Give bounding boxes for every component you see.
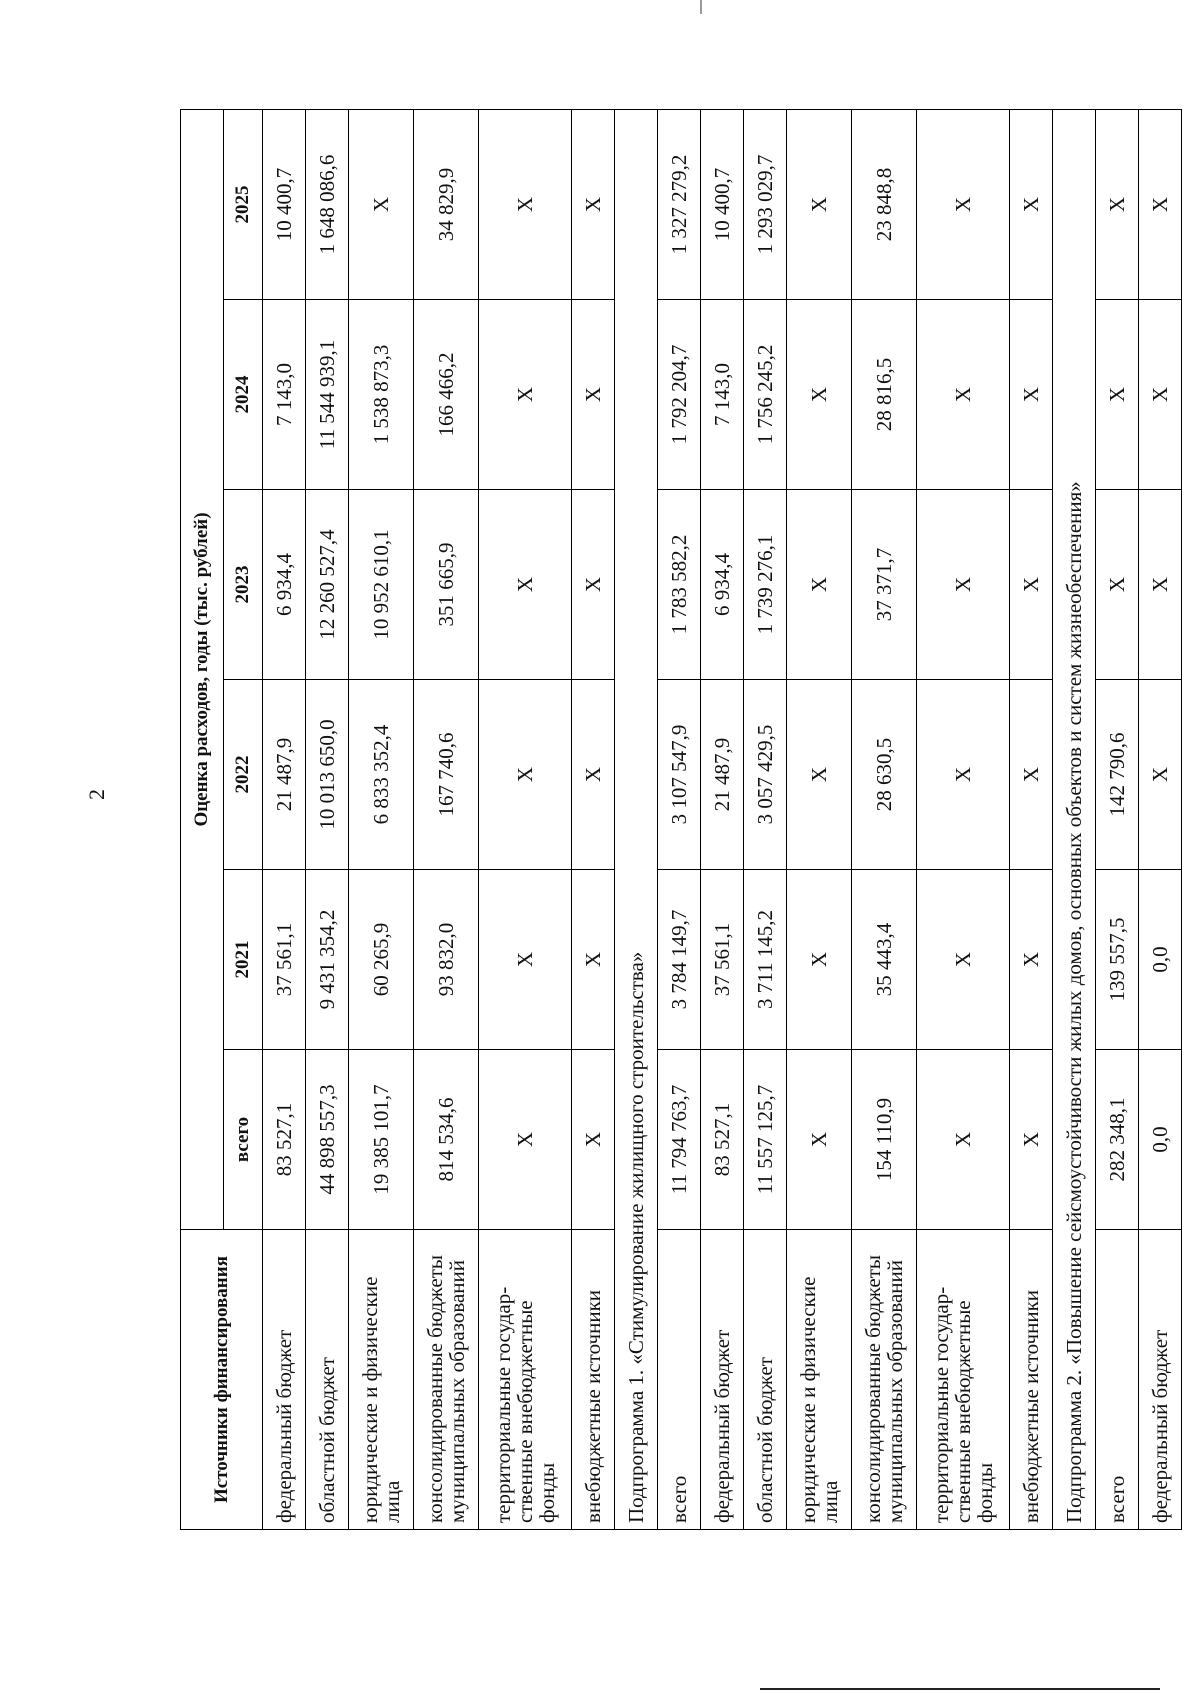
- value-cell: Х: [1096, 110, 1139, 300]
- value-cell: 1 538 873,3: [349, 300, 414, 490]
- value-cell: 6 833 352,4: [349, 680, 414, 870]
- value-cell: Х: [1010, 1050, 1053, 1230]
- value-cell: Х: [1010, 300, 1053, 490]
- value-cell: 1 739 276,1: [744, 490, 787, 680]
- value-cell: 0,0: [1139, 870, 1182, 1050]
- table-row: [701, 110, 744, 1530]
- value-cell: Х: [479, 110, 572, 300]
- table-row: [787, 110, 852, 1530]
- section-row: [615, 110, 658, 1530]
- value-cell: Х: [572, 680, 615, 870]
- value-cell: Х: [572, 110, 615, 300]
- value-cell: 6 934,4: [701, 490, 744, 680]
- value-cell: Х: [572, 870, 615, 1050]
- year-header-2023: 2023: [224, 490, 263, 680]
- value-cell: 1 327 279,2: [658, 110, 701, 300]
- value-cell: 11 794 763,7: [658, 1050, 701, 1230]
- value-cell: Х: [1139, 680, 1182, 870]
- value-cell: 10 952 610,1: [349, 490, 414, 680]
- value-cell: Х: [1010, 680, 1053, 870]
- value-cell: 7 143,0: [701, 300, 744, 490]
- value-cell: Х: [917, 300, 1010, 490]
- table-row: [917, 110, 1010, 1530]
- value-cell: 93 832,0: [414, 870, 479, 1050]
- value-cell: Х: [572, 490, 615, 680]
- source-label: федеральный бюджет: [701, 1230, 744, 1530]
- value-cell: 21 487,9: [263, 680, 306, 870]
- value-cell: Х: [1010, 110, 1053, 300]
- value-cell: 9 431 354,2: [306, 870, 349, 1050]
- table-row: [263, 110, 306, 1530]
- source-label: внебюджетные источники: [572, 1230, 615, 1530]
- table-row: [852, 110, 917, 1530]
- financing-table: [180, 109, 1182, 1530]
- value-cell: 19 385 101,7: [349, 1050, 414, 1230]
- value-cell: 37 561,1: [263, 870, 306, 1050]
- value-cell: 1 756 245,2: [744, 300, 787, 490]
- source-label: всего: [658, 1230, 701, 1530]
- source-label: консолидированные бюджеты муниципальных образований: [852, 1230, 917, 1530]
- year-header-total: всего: [224, 1050, 263, 1230]
- table-row: [1010, 110, 1053, 1530]
- table-row: [572, 110, 615, 1530]
- value-cell: 166 466,2: [414, 300, 479, 490]
- value-cell: Х: [787, 1050, 852, 1230]
- value-cell: 83 527,1: [701, 1050, 744, 1230]
- table-row: [414, 110, 479, 1530]
- value-cell: 1 792 204,7: [658, 300, 701, 490]
- year-header-2025: 2025: [224, 110, 263, 300]
- value-cell: 1 648 086,6: [306, 110, 349, 300]
- table-row: [744, 110, 787, 1530]
- value-cell: 1 783 582,2: [658, 490, 701, 680]
- value-cell: 351 665,9: [414, 490, 479, 680]
- value-cell: Х: [479, 300, 572, 490]
- value-cell: Х: [917, 680, 1010, 870]
- table-row: [658, 110, 701, 1530]
- financing-table-wrapper: [180, 110, 1172, 1530]
- value-cell: Х: [917, 110, 1010, 300]
- source-label: внебюджетные источники: [1010, 1230, 1053, 1530]
- value-cell: Х: [917, 490, 1010, 680]
- value-cell: 37 561,1: [701, 870, 744, 1050]
- source-label: федеральный бюджет: [1139, 1230, 1182, 1530]
- value-cell: 44 898 557,3: [306, 1050, 349, 1230]
- source-label: областной бюджет: [744, 1230, 787, 1530]
- source-label: всего: [1096, 1230, 1139, 1530]
- scan-line-top: [700, 0, 702, 14]
- value-cell: Х: [787, 490, 852, 680]
- year-header-2022: 2022: [224, 680, 263, 870]
- estimate-column-header: Оценка расходов, годы (тыс. рублей): [181, 110, 224, 1230]
- value-cell: 23 848,8: [852, 110, 917, 300]
- value-cell: Х: [787, 870, 852, 1050]
- value-cell: 0,0: [1139, 1050, 1182, 1230]
- value-cell: Х: [349, 110, 414, 300]
- value-cell: 10 013 650,0: [306, 680, 349, 870]
- table-row: [306, 110, 349, 1530]
- value-cell: 814 534,6: [414, 1050, 479, 1230]
- source-label: федеральный бюджет: [263, 1230, 306, 1530]
- source-label: территориальные государ-ственные внебюджетные фонды: [917, 1230, 1010, 1530]
- table-row: [1096, 110, 1139, 1530]
- value-cell: 83 527,1: [263, 1050, 306, 1230]
- scan-line-bottom: [760, 1688, 1160, 1690]
- year-header-2024: 2024: [224, 300, 263, 490]
- value-cell: 28 630,5: [852, 680, 917, 870]
- value-cell: 10 400,7: [263, 110, 306, 300]
- value-cell: 60 265,9: [349, 870, 414, 1050]
- value-cell: 28 816,5: [852, 300, 917, 490]
- source-label: консолидированные бюджеты муниципальных образований: [414, 1230, 479, 1530]
- value-cell: Х: [917, 1050, 1010, 1230]
- value-cell: 139 557,5: [1096, 870, 1139, 1050]
- value-cell: 3 107 547,9: [658, 680, 701, 870]
- value-cell: Х: [479, 490, 572, 680]
- value-cell: Х: [1096, 300, 1139, 490]
- value-cell: Х: [572, 1050, 615, 1230]
- value-cell: Х: [572, 300, 615, 490]
- section-title: Подпрограмма 1. «Стимулирование жилищного строительства»: [615, 110, 658, 1530]
- value-cell: 7 143,0: [263, 300, 306, 490]
- value-cell: Х: [1139, 490, 1182, 680]
- value-cell: 1 293 029,7: [744, 110, 787, 300]
- value-cell: 3 057 429,5: [744, 680, 787, 870]
- year-header-2021: 2021: [224, 870, 263, 1050]
- value-cell: Х: [1010, 490, 1053, 680]
- value-cell: 10 400,7: [701, 110, 744, 300]
- value-cell: Х: [1139, 110, 1182, 300]
- value-cell: 154 110,9: [852, 1050, 917, 1230]
- value-cell: 12 260 527,4: [306, 490, 349, 680]
- value-cell: 11 557 125,7: [744, 1050, 787, 1230]
- value-cell: Х: [479, 1050, 572, 1230]
- value-cell: 11 544 939,1: [306, 300, 349, 490]
- section-row: [1053, 110, 1096, 1530]
- value-cell: Х: [917, 870, 1010, 1050]
- page-number: 2: [84, 789, 109, 800]
- value-cell: Х: [787, 110, 852, 300]
- value-cell: 142 790,6: [1096, 680, 1139, 870]
- value-cell: 167 740,6: [414, 680, 479, 870]
- value-cell: 21 487,9: [701, 680, 744, 870]
- value-cell: 282 348,1: [1096, 1050, 1139, 1230]
- source-label: областной бюджет: [306, 1230, 349, 1530]
- section-title: Подпрограмма 2. «Повышение сейсмоустойчивости жилых домов, основных объектов и систем жизнеобеспечения»: [1053, 110, 1096, 1530]
- value-cell: Х: [787, 300, 852, 490]
- value-cell: Х: [1096, 490, 1139, 680]
- value-cell: Х: [1139, 300, 1182, 490]
- value-cell: 34 829,9: [414, 110, 479, 300]
- value-cell: 6 934,4: [263, 490, 306, 680]
- source-label: территориальные государ-ственные внебюджетные фонды: [479, 1230, 572, 1530]
- value-cell: 3 784 149,7: [658, 870, 701, 1050]
- source-label: юридические и физические лица: [787, 1230, 852, 1530]
- value-cell: Х: [479, 870, 572, 1050]
- value-cell: 35 443,4: [852, 870, 917, 1050]
- table-row: [479, 110, 572, 1530]
- value-cell: Х: [479, 680, 572, 870]
- table-row: [1139, 110, 1182, 1530]
- value-cell: Х: [1010, 870, 1053, 1050]
- source-label: юридические и физические лица: [349, 1230, 414, 1530]
- table-row: [349, 110, 414, 1530]
- sources-column-header: Источники финансирования: [181, 1230, 263, 1530]
- value-cell: 3 711 145,2: [744, 870, 787, 1050]
- value-cell: Х: [787, 680, 852, 870]
- value-cell: 37 371,7: [852, 490, 917, 680]
